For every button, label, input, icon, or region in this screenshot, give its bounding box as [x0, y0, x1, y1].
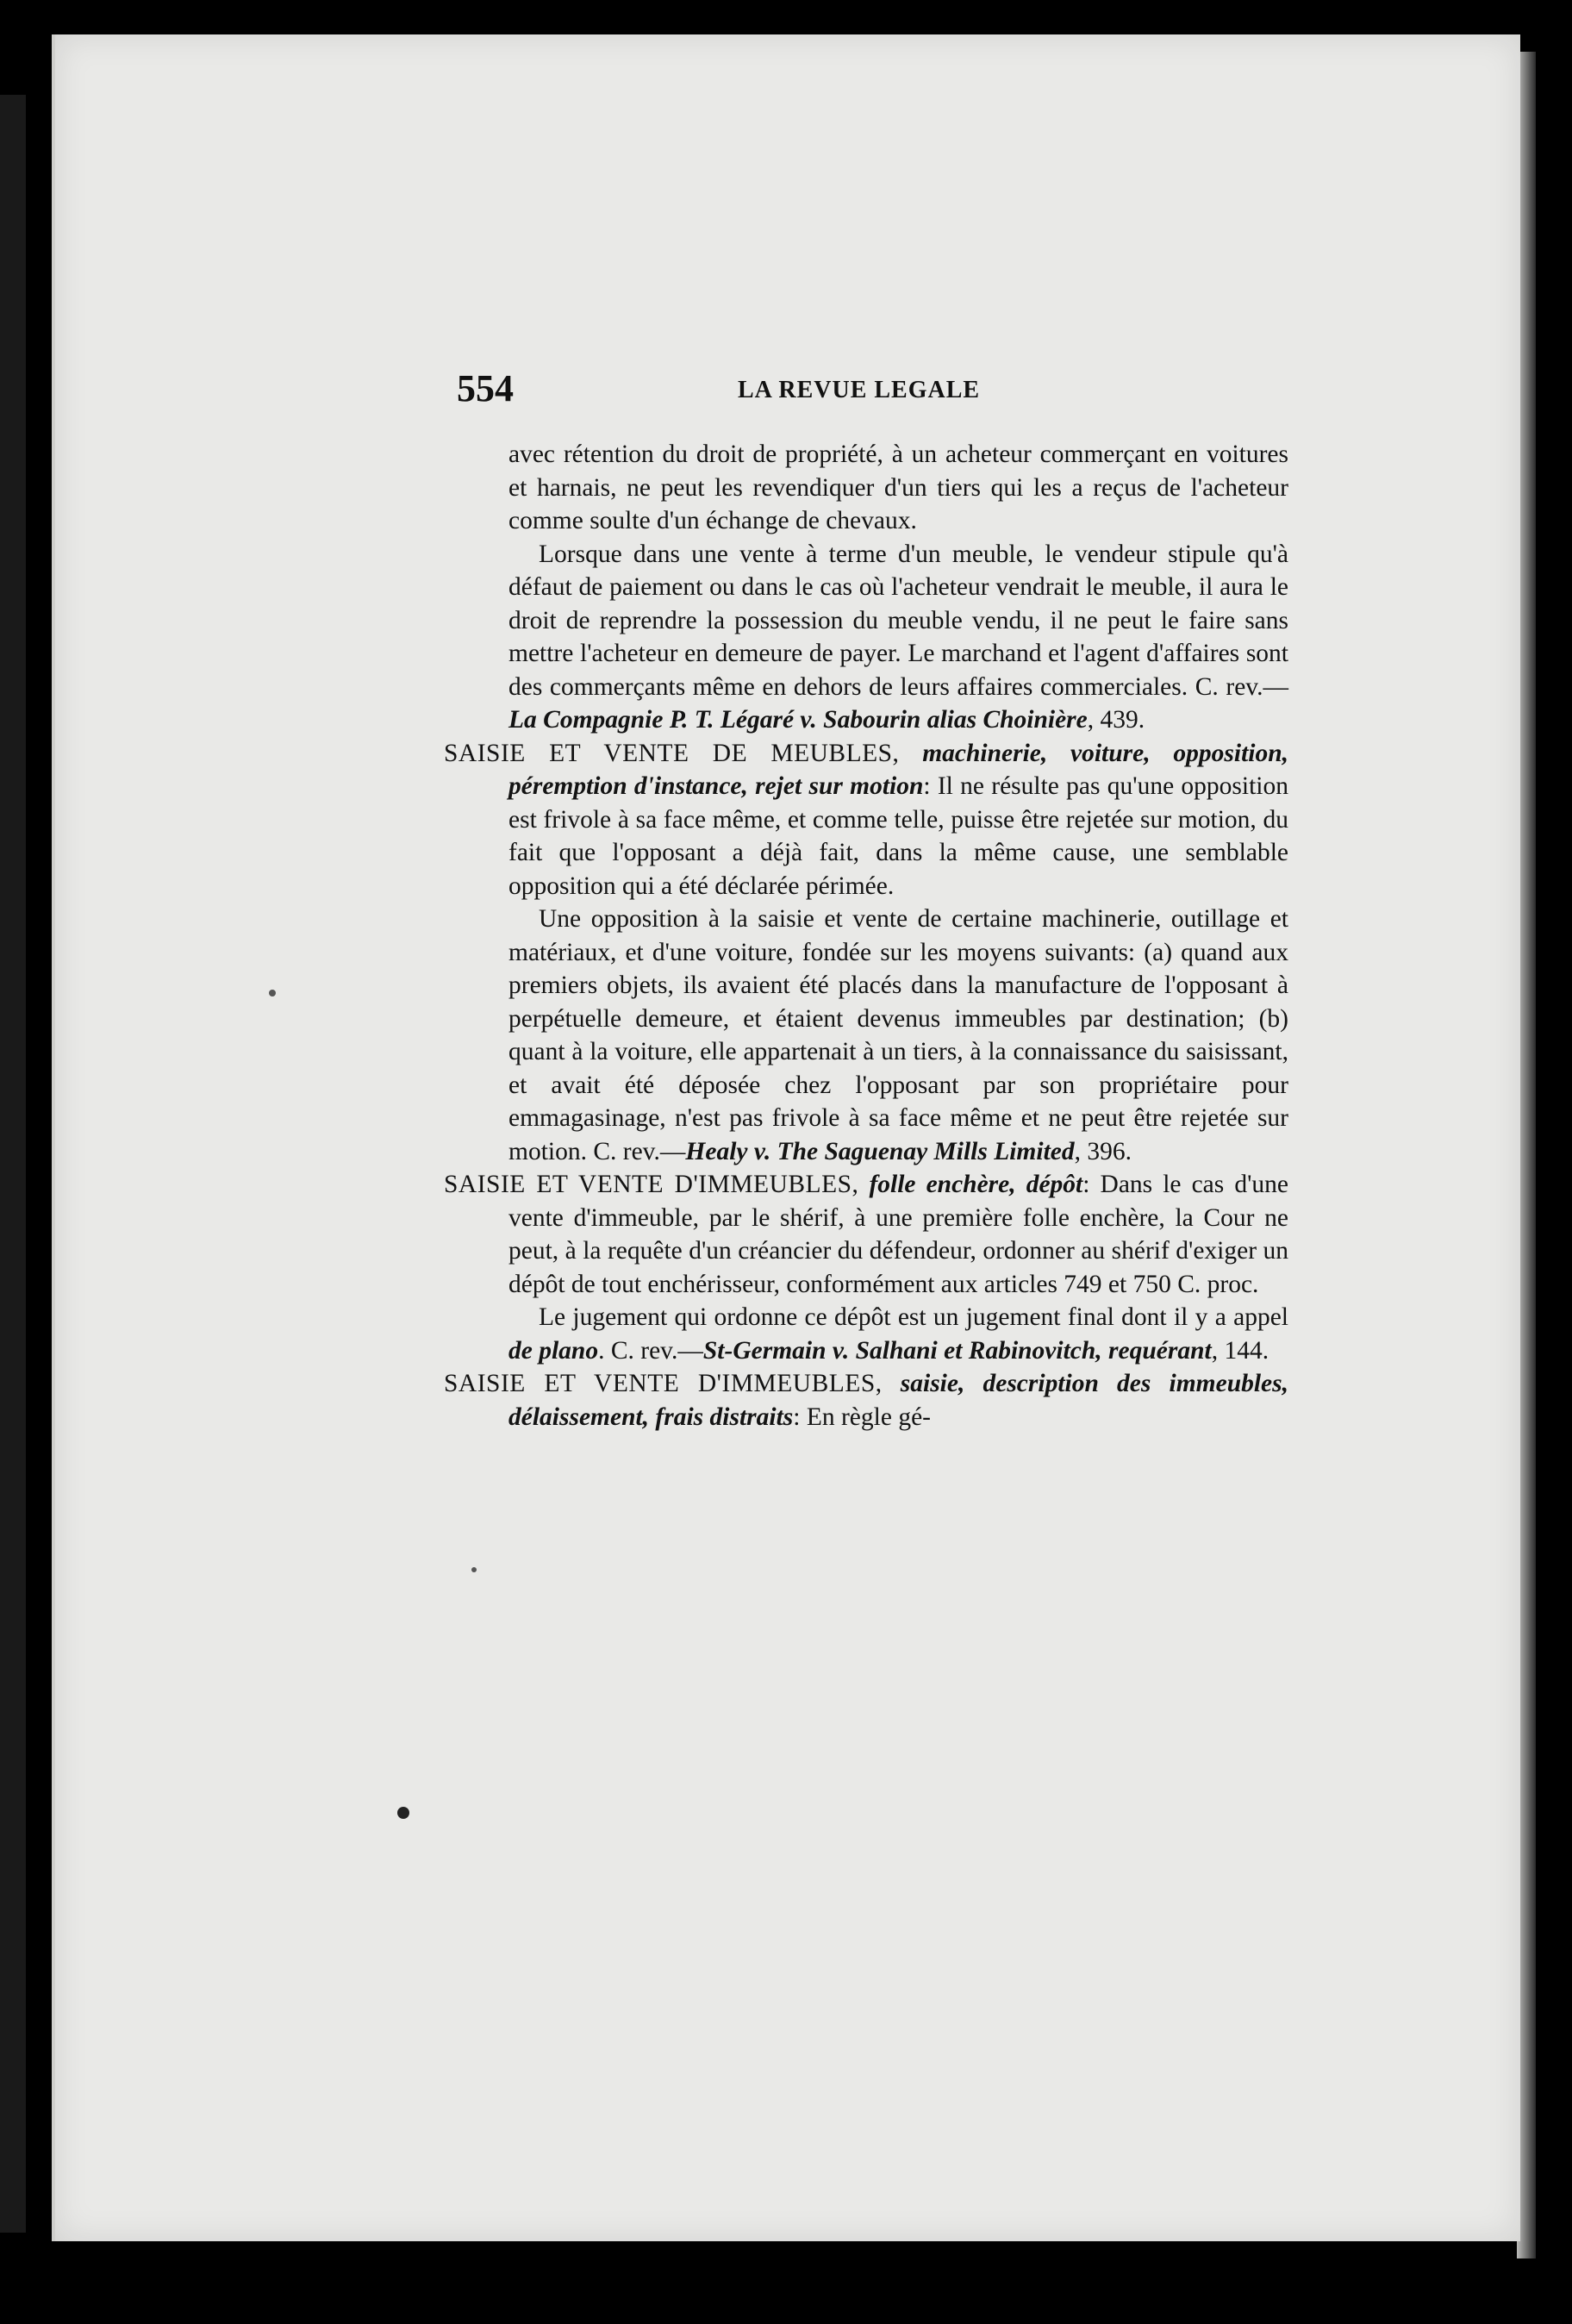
index-entry: [444, 737, 1288, 903]
paragraph-text: Le jugement qui ordonne ce dépôt est un jugement final dont il y a appel: [539, 1303, 1288, 1331]
case-citation: St-Germain v. Salhani et Rabinovitch, requérant: [702, 1336, 1212, 1365]
index-entry: [444, 1168, 1288, 1301]
scan-speck: [269, 990, 276, 996]
entry-heading: SAISIE ET VENTE D'IMMEUBLES,: [444, 1171, 859, 1198]
paragraph: [444, 903, 1288, 1168]
case-page: , 144.: [1211, 1336, 1269, 1365]
entry-keywords: folle enchère, dépôt: [869, 1171, 1083, 1198]
entry-text: : En règle gé-: [793, 1403, 931, 1431]
entry-heading: SAISIE ET VENTE D'IMMEUBLES,: [444, 1370, 883, 1397]
entry-text: : Dans le cas d'une vente d'immeuble, par le shérif, à une première folle enchère, la Cour ne peut, à la requête d'un créancier du défendeur, ordonner au shérif d'exiger un dépôt de tout enchérisseur, conformément aux articles 749 et 750 C. proc.: [508, 1171, 1288, 1298]
scan-border-left: [0, 95, 26, 2233]
entry-keywords: machinerie, voiture, opposition, péremption d'instance, rejet sur motion: [508, 739, 1288, 800]
page-header: [457, 366, 1344, 418]
case-page: , 396.: [1074, 1137, 1132, 1165]
paragraph-continuation: [444, 438, 1288, 538]
paragraph-text: . C. rev.—: [598, 1336, 703, 1365]
page-number: 554: [457, 367, 514, 409]
paragraph-text: Une opposition à la saisie et vente de certaine machinerie, outillage et matériaux, et d'une voiture, fondée sur les moyens suivants: (a) quand aux premiers objets, ils avaient été placés dans la manufacture de l'opposant à perpétuelle demeure, et étaient devenus immeubles par destination; (b) quant à la voiture, elle appartenait à un tiers, à la connaissance du saisissant, et avait été déposée chez l'opposant par son propriétaire pour emmagasinage, n'est pas frivole à sa face même et ne peut être rejetée sur motion. C. rev.—: [508, 905, 1288, 1165]
scan-speck: [471, 1567, 477, 1572]
index-entry: [444, 1367, 1288, 1434]
entry-text: : Il ne résulte pas qu'une opposition est frivole à sa face même, et comme telle, puisse être rejetée sur motion, du fait que l'opposant a déjà fait, dans la même cause, une semblable opposition qui a été déclarée périmée.: [508, 772, 1288, 900]
page-body: [444, 438, 1288, 1434]
paragraph: [444, 1301, 1288, 1367]
paragraph: [444, 538, 1288, 737]
entry-heading: SAISIE ET VENTE DE MEUBLES,: [444, 739, 900, 767]
margin-bullet: [397, 1807, 409, 1819]
case-page: , 439.: [1087, 706, 1145, 734]
case-citation: La Compagnie P. T. Légaré v. Sabourin alias Choinière: [508, 706, 1088, 734]
running-title: LA REVUE LEGALE: [738, 377, 981, 403]
paragraph-text: avec rétention du droit de propriété, à un acheteur commerçant en voitures et harnais, ne peut les revendiquer d'un tiers qui les a reçus de l'acheteur comme soulte d'un échange de chevaux.: [508, 440, 1288, 534]
entry-keywords: saisie, description des immeubles, délaissement, frais distraits: [508, 1370, 1288, 1431]
latin-term: de plano: [508, 1336, 599, 1365]
case-citation: Healy v. The Saguenay Mills Limited: [685, 1137, 1075, 1165]
paragraph-text: Lorsque dans une vente à terme d'un meuble, le vendeur stipule qu'à défaut de paiement ou dans le cas où l'acheteur vendrait le meuble, il aura le droit de reprendre la possession du meuble vendu, il ne peut le faire sans mettre l'acheteur en demeure de payer. Le marchand et l'agent d'affaires sont des commerçants même en dehors de leurs affaires commerciales. C. rev.—: [508, 540, 1288, 701]
